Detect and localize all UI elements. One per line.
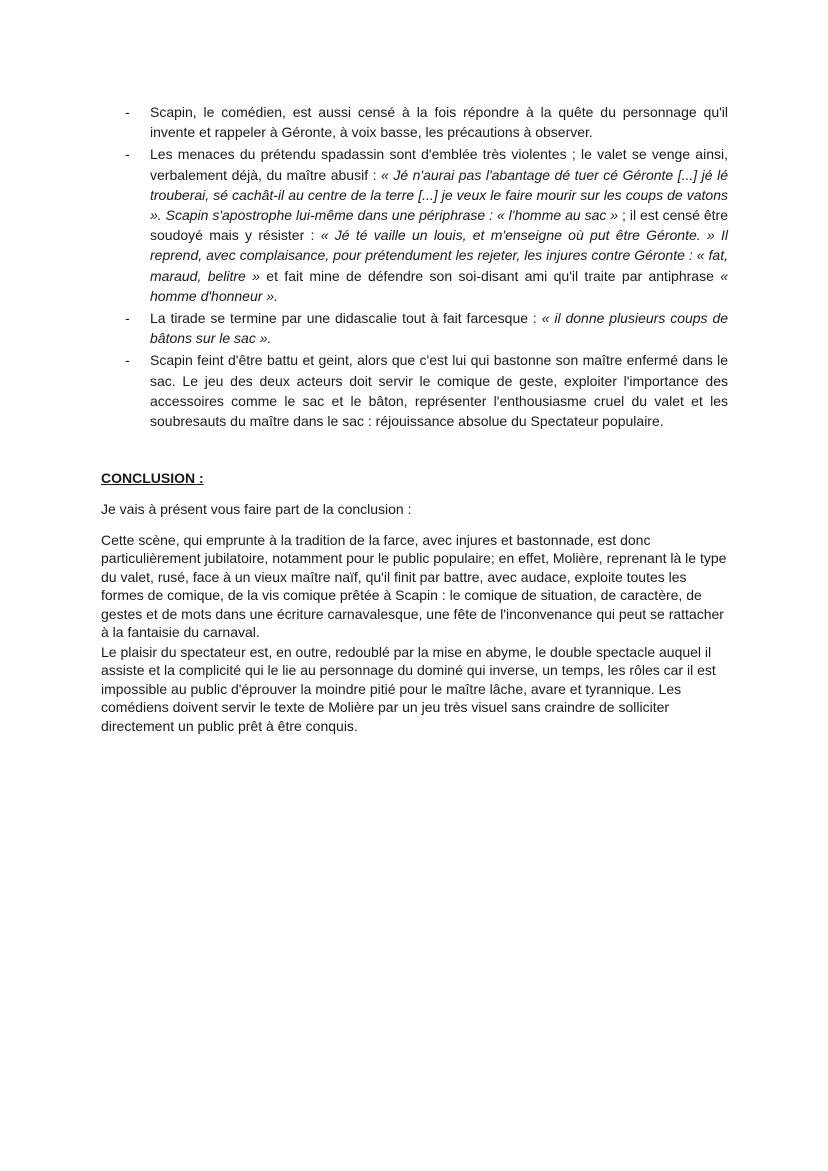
bullet-dash: - bbox=[125, 146, 130, 163]
bullet-text bbox=[150, 352, 728, 429]
bullet-text-segment: Les menaces du prétendu spadassin sont d'emblée très violentes ; le valet se venge ainsi, verbalement déjà, du maître abusif : bbox=[150, 146, 728, 183]
bullet-text-segment: ; il est censé être soudoyé mais y résister : bbox=[150, 207, 729, 244]
quoted-text: « homme d'honneur ». bbox=[150, 267, 728, 304]
bullet-item bbox=[0, 350, 828, 431]
bullet-text-segment: Scapin, le comédien, est aussi censé à la fois répondre à la quête du personnage qu'il invente et rappeler à Géronte, à voix basse, les précautions à observer. bbox=[150, 104, 728, 141]
quoted-text: « Jé n'aurai pas l'abantage dé tuer cé Géronte [...] jé lé trouberai, sé cachât-il au centre de la terre [...] je veux le faire mourir sur les coups de vatons ». Scapin s'apostrophe lui-même dans une périphrase : « l'homme au sac » bbox=[150, 166, 728, 224]
bullet-text-segment: et fait mine de défendre son soi-disant ami qu'il traite par antiphrase bbox=[259, 267, 721, 284]
bullet-text-segment: La tirade se termine par une didascalie tout à fait farcesque : bbox=[150, 310, 542, 327]
bullet-dash: - bbox=[125, 352, 130, 369]
bullet-item bbox=[0, 144, 828, 306]
conclusion-heading: CONCLUSION : bbox=[101, 470, 204, 486]
bullet-dash: - bbox=[125, 310, 130, 327]
bullet-text bbox=[150, 146, 728, 303]
conclusion-paragraph-1: Cette scène, qui emprunte à la tradition de la farce, avec injures et bastonnade, est donc particulièrement jubilatoire, notamment pour le public populaire; en effet, Molière, reprenant là le type du valet, rusé, face à un vieux maître naïf, qu'il finit par battre, avec audace, exploite toutes les formes de comique, de la vis comique prêtée à Scapin : le comique de situation, de caractère, de gestes et de mots dans une écriture carnavalesque, une fête de l'inconvenance qui peut se rattacher à la fantaisie du carnaval. bbox=[101, 532, 727, 641]
quoted-text: « Jé té vaille un louis, et m'enseigne où put être Géronte. » Il reprend, avec complaisance, pour prétendument les rejeter, les injures contre Géronte : « fat, maraud, belitre » bbox=[150, 227, 728, 284]
bullet-item bbox=[0, 308, 828, 348]
bullet-text bbox=[150, 104, 728, 140]
quoted-text: « il donne plusieurs coups de bâtons sur le sac ». bbox=[150, 310, 729, 347]
bullet-dash: - bbox=[125, 104, 130, 120]
bullet-text-segment: Scapin feint d'être battu et geint, alors que c'est lui qui bastonne son maître enfermé dans le sac. Le jeu des deux acteurs doit servir le comique de geste, exploiter l'importance des accessoires comme le sac et le bâton, représenter l'enthousiasme cruel du valet et les soubresauts du maître dans le sac : réjouissance absolue du Spectateur populaire. bbox=[150, 352, 728, 430]
analysis-bullet-list bbox=[0, 102, 828, 433]
bullet-text bbox=[150, 310, 728, 346]
conclusion-intro: Je vais à présent vous faire part de la conclusion : bbox=[101, 501, 412, 517]
conclusion-paragraph-2: Le plaisir du spectateur est, en outre, redoublé par la mise en abyme, le double spectacle auquel il assiste et la complicité qui le lie au personnage du dominé qui inverse, un temps, les rôles car il est impossible au public d'éprouver la moindre pitié pour le maître lâche, avare et tyrannique. Les comédiens doivent servir le texte de Molière par un jeu très visuel sans craindre de solliciter directement un public prêt à être conquis. bbox=[101, 644, 716, 734]
bullet-item bbox=[0, 102, 828, 142]
